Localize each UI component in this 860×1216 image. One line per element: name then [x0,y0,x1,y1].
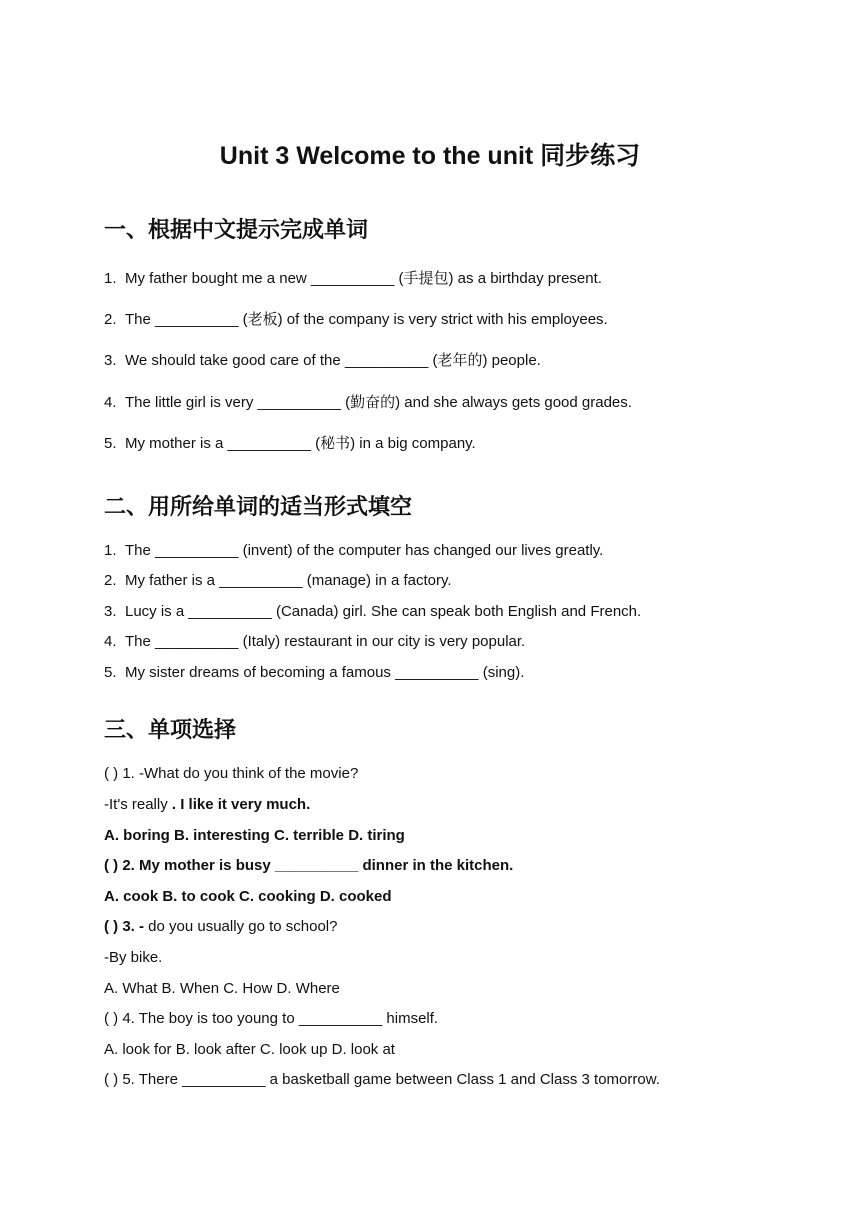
item-number: 4. [104,633,117,650]
s2-item-1 [104,541,603,561]
item-text: We should take good care of the __________ (老年的) people. [125,352,541,369]
s2-item-4 [104,632,525,652]
q4-options: A. look for B. look after C. look up D. look at [104,1041,395,1058]
item-text: My mother is a __________ (秘书) in a big company. [125,435,476,452]
s1-item-5 [104,434,476,454]
s1-item-2 [104,310,608,330]
s2-item-5 [104,663,524,683]
q3-options: A. What B. When C. How D. Where [104,980,340,997]
q1-answer-bold: . I like it very much. [171,796,311,813]
item-text: The __________ (invent) of the computer has changed our lives greatly. [125,542,604,559]
item-number: 2. [104,572,117,589]
q3-question [104,917,337,937]
item-number: 1. [104,542,117,559]
item-number: 2. [104,311,117,328]
q1-answer [104,795,310,815]
item-text: The __________ (老板) of the company is very strict with his employees. [125,311,608,328]
q3-answer: -By bike. [104,949,163,966]
item-text: My father bought me a new __________ (手提包) as a birthday present. [125,270,602,287]
s1-item-1 [104,269,602,289]
q4-question: ( ) 4. The boy is too young to __________ himself. [104,1010,439,1027]
item-text: My father is a __________ (manage) in a factory. [125,572,452,589]
item-number: 5. [104,435,117,452]
q2-question: ( ) 2. My mother is busy __________ dinner in the kitchen. [104,857,514,874]
item-text: My sister dreams of becoming a famous __________ (sing). [125,664,525,681]
q1-answer-start: -It's really [104,796,172,813]
s1-item-4 [104,393,632,413]
section-3-heading: 三、单项选择 [104,717,237,742]
item-text: The little girl is very __________ (勤奋的) and she always gets good grades. [125,394,632,411]
item-number: 5. [104,664,117,681]
q5-question: ( ) 5. There __________ a basketball game between Class 1 and Class 3 tomorrow. [104,1071,660,1088]
item-number: 3. [104,352,117,369]
item-number: 3. [104,603,117,620]
section-1-heading: 一、根据中文提示完成单词 [104,217,369,242]
item-text: The __________ (Italy) restaurant in our city is very popular. [125,633,526,650]
page-title: Unit 3 Welcome to the unit 同步练习 [219,142,641,170]
item-number: 1. [104,270,117,287]
q3-question-rest: do you usually go to school? [148,918,338,935]
q1-options: A. boring B. interesting C. terrible D. tiring [104,827,405,844]
s2-item-2 [104,571,452,591]
q1-question: ( ) 1. -What do you think of the movie? [104,765,359,782]
section-2-heading: 二、用所给单词的适当形式填空 [104,494,413,519]
s1-item-3 [104,351,541,371]
item-text: Lucy is a __________ (Canada) girl. She can speak both English and French. [125,603,642,620]
item-number: 4. [104,394,117,411]
s2-item-3 [104,602,641,622]
q3-question-bold: ( ) 3. - [104,918,149,935]
q2-options: A. cook B. to cook C. cooking D. cooked [104,888,392,905]
